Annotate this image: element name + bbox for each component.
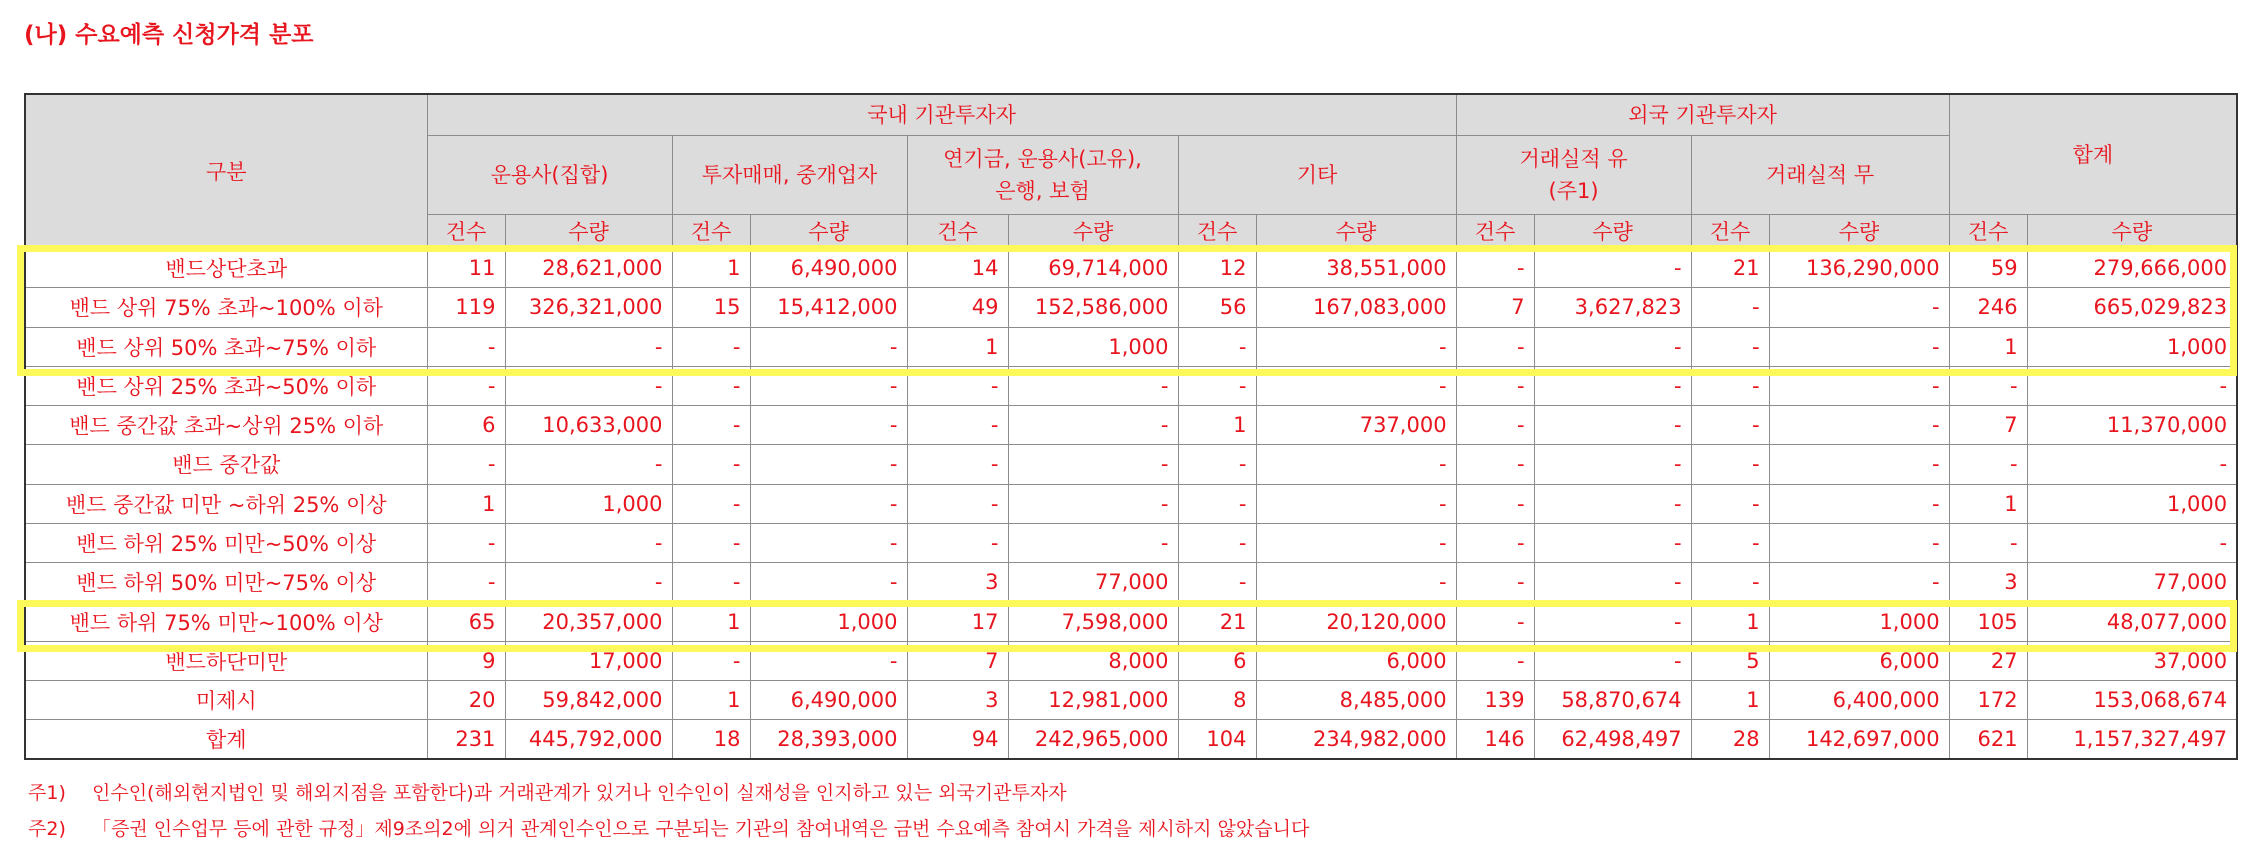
subheader-count: 건수 (1691, 215, 1769, 249)
count-cell: 21 (1691, 249, 1769, 288)
count-cell: - (1456, 327, 1534, 366)
subheader-qty: 수량 (505, 215, 672, 249)
count-cell: 172 (1949, 680, 2027, 719)
qty-cell: - (1256, 327, 1456, 366)
qty-cell: - (1534, 484, 1691, 523)
qty-cell: - (750, 641, 907, 680)
count-cell: 9 (427, 641, 505, 680)
count-cell: 246 (1949, 288, 2027, 327)
count-cell: 146 (1456, 720, 1534, 759)
subheader-qty: 수량 (1008, 215, 1178, 249)
count-cell: 7 (1949, 406, 2027, 445)
count-cell: - (672, 563, 750, 602)
count-cell: 6 (427, 406, 505, 445)
header-group-with-record-line2: (주1) (1548, 179, 1599, 203)
table-row (25, 366, 2237, 405)
qty-cell: 38,551,000 (1256, 249, 1456, 288)
header-group-pension (907, 136, 1178, 215)
qty-cell: - (1769, 406, 1949, 445)
count-cell: 12 (1178, 249, 1256, 288)
footnote-key: 주2) (28, 817, 66, 840)
qty-cell: - (2027, 445, 2237, 484)
qty-cell: - (1769, 366, 1949, 405)
subheader-qty: 수량 (750, 215, 907, 249)
header-domestic: 국내 기관투자자 (427, 94, 1456, 136)
count-cell: 20 (427, 680, 505, 719)
qty-cell: 1,000 (750, 602, 907, 641)
qty-cell: 445,792,000 (505, 720, 672, 759)
table-row (25, 406, 2237, 445)
header-division: 구분 (25, 94, 427, 249)
count-cell: - (1178, 563, 1256, 602)
qty-cell: 20,357,000 (505, 602, 672, 641)
qty-cell: 234,982,000 (1256, 720, 1456, 759)
count-cell: - (672, 641, 750, 680)
count-cell: 1 (1949, 327, 2027, 366)
qty-cell: - (1256, 523, 1456, 562)
count-cell: 3 (907, 680, 1008, 719)
count-cell: 1 (1691, 680, 1769, 719)
qty-cell: 77,000 (2027, 563, 2237, 602)
qty-cell: 17,000 (505, 641, 672, 680)
row-label: 밴드 하위 50% 미만~75% 이상 (25, 563, 427, 602)
row-label: 밴드 중간값 초과~상위 25% 이하 (25, 406, 427, 445)
count-cell: - (907, 484, 1008, 523)
qty-cell: 12,981,000 (1008, 680, 1178, 719)
qty-cell: - (1534, 327, 1691, 366)
qty-cell: - (505, 445, 672, 484)
qty-cell: - (1534, 366, 1691, 405)
qty-cell: 1,157,327,497 (2027, 720, 2237, 759)
count-cell: 1 (1949, 484, 2027, 523)
qty-cell: - (1534, 641, 1691, 680)
count-cell: - (1949, 366, 2027, 405)
footnote-text: 인수인(해외현지법인 및 해외지점을 포함한다)과 거래관계가 있거나 인수인이 실재성을 인지하고 있는 외국기관투자자 (92, 781, 1067, 804)
qty-cell: - (1008, 366, 1178, 405)
count-cell: - (1691, 563, 1769, 602)
qty-cell: 136,290,000 (1769, 249, 1949, 288)
footnote-2 (28, 809, 1309, 845)
qty-cell: 279,666,000 (2027, 249, 2237, 288)
footnote-1 (28, 773, 1309, 809)
count-cell: - (427, 366, 505, 405)
qty-cell: 1,000 (1008, 327, 1178, 366)
qty-cell: - (1534, 445, 1691, 484)
count-cell: - (1691, 445, 1769, 484)
table-row (25, 641, 2237, 680)
count-cell: 21 (1178, 602, 1256, 641)
table-row (25, 563, 2237, 602)
subheader-qty: 수량 (2027, 215, 2237, 249)
qty-cell: 77,000 (1008, 563, 1178, 602)
count-cell: - (1178, 327, 1256, 366)
count-cell: 27 (1949, 641, 2027, 680)
qty-cell: 15,412,000 (750, 288, 907, 327)
subheader-count: 건수 (1178, 215, 1256, 249)
row-label: 합계 (25, 720, 427, 759)
qty-cell: - (1008, 406, 1178, 445)
table-row (25, 327, 2237, 366)
qty-cell: 1,000 (2027, 327, 2237, 366)
count-cell: - (1456, 523, 1534, 562)
count-cell: 104 (1178, 720, 1256, 759)
row-label: 밴드 상위 25% 초과~50% 이하 (25, 366, 427, 405)
qty-cell: 48,077,000 (2027, 602, 2237, 641)
qty-cell: - (750, 523, 907, 562)
row-label: 밴드 하위 25% 미만~50% 이상 (25, 523, 427, 562)
count-cell: - (1178, 484, 1256, 523)
qty-cell: - (1008, 523, 1178, 562)
qty-cell: - (2027, 366, 2237, 405)
table-body (25, 249, 2237, 760)
count-cell: - (1691, 327, 1769, 366)
qty-cell: 6,000 (1256, 641, 1456, 680)
count-cell: 1 (427, 484, 505, 523)
table-row (25, 249, 2237, 288)
header-group-with-record (1456, 136, 1691, 215)
qty-cell: - (505, 523, 672, 562)
qty-cell: - (750, 406, 907, 445)
count-cell: 65 (427, 602, 505, 641)
qty-cell: - (505, 563, 672, 602)
count-cell: 94 (907, 720, 1008, 759)
count-cell: - (1691, 523, 1769, 562)
count-cell: 7 (907, 641, 1008, 680)
count-cell: 1 (907, 327, 1008, 366)
qty-cell: 1,000 (505, 484, 672, 523)
qty-cell: 37,000 (2027, 641, 2237, 680)
qty-cell: - (1769, 563, 1949, 602)
count-cell: 1 (1178, 406, 1256, 445)
qty-cell: - (1534, 249, 1691, 288)
qty-cell: - (1008, 445, 1178, 484)
subheader-qty: 수량 (1769, 215, 1949, 249)
qty-cell: - (1769, 288, 1949, 327)
row-label: 밴드 하위 75% 미만~100% 이상 (25, 602, 427, 641)
qty-cell: - (1769, 327, 1949, 366)
count-cell: - (1456, 602, 1534, 641)
count-cell: 14 (907, 249, 1008, 288)
table-row (25, 445, 2237, 484)
count-cell: - (1691, 406, 1769, 445)
qty-cell: 153,068,674 (2027, 680, 2237, 719)
table-row (25, 288, 2237, 327)
count-cell: - (1691, 366, 1769, 405)
count-cell: - (672, 523, 750, 562)
count-cell: - (907, 445, 1008, 484)
subheader-count: 건수 (1949, 215, 2027, 249)
count-cell: 5 (1691, 641, 1769, 680)
qty-cell: 6,400,000 (1769, 680, 1949, 719)
count-cell: - (1456, 484, 1534, 523)
count-cell: - (1178, 523, 1256, 562)
qty-cell: 69,714,000 (1008, 249, 1178, 288)
header-foreign: 외국 기관투자자 (1456, 94, 1949, 136)
table-row (25, 484, 2237, 523)
qty-cell: 6,000 (1769, 641, 1949, 680)
qty-cell: 11,370,000 (2027, 406, 2237, 445)
subheader-count: 건수 (672, 215, 750, 249)
count-cell: 15 (672, 288, 750, 327)
count-cell: 1 (672, 249, 750, 288)
qty-cell: - (750, 366, 907, 405)
qty-cell: - (505, 366, 672, 405)
count-cell: 119 (427, 288, 505, 327)
count-cell: - (907, 523, 1008, 562)
count-cell: - (672, 445, 750, 484)
count-cell: 3 (1949, 563, 2027, 602)
subheader-count: 건수 (427, 215, 505, 249)
count-cell: - (1949, 445, 2027, 484)
table-row (25, 523, 2237, 562)
count-cell: 231 (427, 720, 505, 759)
header-group-pension-line1: 연기금, 운용사(고유), (943, 147, 1142, 171)
row-label: 미제시 (25, 680, 427, 719)
count-cell: - (427, 445, 505, 484)
qty-cell: 28,393,000 (750, 720, 907, 759)
qty-cell: - (1534, 602, 1691, 641)
qty-cell: 10,633,000 (505, 406, 672, 445)
qty-cell: 665,029,823 (2027, 288, 2237, 327)
subheader-count: 건수 (1456, 215, 1534, 249)
count-cell: - (1456, 641, 1534, 680)
count-cell: 105 (1949, 602, 2027, 641)
qty-cell: 62,498,497 (1534, 720, 1691, 759)
header-group-asset-manager: 운용사(집합) (427, 136, 672, 215)
qty-cell: - (750, 327, 907, 366)
qty-cell: - (1256, 445, 1456, 484)
qty-cell: 8,485,000 (1256, 680, 1456, 719)
count-cell: 59 (1949, 249, 2027, 288)
header-total: 합계 (1949, 94, 2237, 215)
qty-cell: - (1769, 445, 1949, 484)
count-cell: 1 (672, 680, 750, 719)
footnotes (28, 773, 1309, 845)
qty-cell: - (1769, 484, 1949, 523)
qty-cell: - (1769, 523, 1949, 562)
count-cell: - (672, 406, 750, 445)
price-distribution-table (24, 93, 2238, 760)
header-group-other: 기타 (1178, 136, 1456, 215)
count-cell: - (672, 484, 750, 523)
count-cell: - (1456, 366, 1534, 405)
count-cell: 7 (1456, 288, 1534, 327)
qty-cell: 1,000 (1769, 602, 1949, 641)
subheader-qty: 수량 (1534, 215, 1691, 249)
row-label: 밴드하단미만 (25, 641, 427, 680)
row-label: 밴드 상위 75% 초과~100% 이하 (25, 288, 427, 327)
qty-cell: - (1534, 523, 1691, 562)
qty-cell: 6,490,000 (750, 249, 907, 288)
qty-cell: - (1256, 563, 1456, 602)
header-group-with-record-line1: 거래실적 유 (1519, 147, 1628, 171)
qty-cell: - (1256, 366, 1456, 405)
qty-cell: - (1008, 484, 1178, 523)
count-cell: - (427, 563, 505, 602)
qty-cell: 59,842,000 (505, 680, 672, 719)
row-label: 밴드상단초과 (25, 249, 427, 288)
table-row (25, 602, 2237, 641)
qty-cell: 326,321,000 (505, 288, 672, 327)
qty-cell: 152,586,000 (1008, 288, 1178, 327)
header-group-without-record: 거래실적 무 (1691, 136, 1949, 215)
count-cell: - (672, 327, 750, 366)
count-cell: - (1691, 484, 1769, 523)
qty-cell: 28,621,000 (505, 249, 672, 288)
header-group-pension-line2: 은행, 보험 (995, 179, 1090, 203)
count-cell: - (1949, 523, 2027, 562)
qty-cell: 7,598,000 (1008, 602, 1178, 641)
count-cell: 49 (907, 288, 1008, 327)
subheader-count: 건수 (907, 215, 1008, 249)
qty-cell: - (750, 484, 907, 523)
header-group-broker: 투자매매, 중개업자 (672, 136, 907, 215)
count-cell: - (1456, 563, 1534, 602)
count-cell: - (1178, 366, 1256, 405)
qty-cell: - (505, 327, 672, 366)
qty-cell: 3,627,823 (1534, 288, 1691, 327)
qty-cell: 167,083,000 (1256, 288, 1456, 327)
table-row (25, 720, 2237, 759)
count-cell: - (427, 327, 505, 366)
count-cell: 1 (1691, 602, 1769, 641)
count-cell: - (907, 406, 1008, 445)
count-cell: 56 (1178, 288, 1256, 327)
count-cell: 18 (672, 720, 750, 759)
qty-cell: 142,697,000 (1769, 720, 1949, 759)
count-cell: 8 (1178, 680, 1256, 719)
footnote-key: 주1) (28, 781, 66, 804)
count-cell: - (1691, 288, 1769, 327)
footnote-text: 「증권 인수업무 등에 관한 규정」제9조의2에 의거 관계인수인으로 구분되는 기관의 참여내역은 금번 수요예측 참여시 가격을 제시하지 않았습니다 (92, 817, 1310, 840)
qty-cell: - (2027, 523, 2237, 562)
qty-cell: - (1534, 406, 1691, 445)
count-cell: 6 (1178, 641, 1256, 680)
count-cell: 17 (907, 602, 1008, 641)
qty-cell: - (1534, 563, 1691, 602)
count-cell: 28 (1691, 720, 1769, 759)
count-cell: - (1456, 249, 1534, 288)
count-cell: - (1456, 445, 1534, 484)
count-cell: - (1456, 406, 1534, 445)
qty-cell: 8,000 (1008, 641, 1178, 680)
qty-cell: 58,870,674 (1534, 680, 1691, 719)
row-label: 밴드 상위 50% 초과~75% 이하 (25, 327, 427, 366)
count-cell: - (672, 366, 750, 405)
qty-cell: 6,490,000 (750, 680, 907, 719)
count-cell: - (1178, 445, 1256, 484)
row-label: 밴드 중간값 (25, 445, 427, 484)
table-row (25, 680, 2237, 719)
qty-cell: 737,000 (1256, 406, 1456, 445)
count-cell: 1 (672, 602, 750, 641)
count-cell: 139 (1456, 680, 1534, 719)
qty-cell: 1,000 (2027, 484, 2237, 523)
count-cell: 621 (1949, 720, 2027, 759)
qty-cell: 242,965,000 (1008, 720, 1178, 759)
count-cell: - (907, 366, 1008, 405)
qty-cell: - (1256, 484, 1456, 523)
section-title: (나) 수요예측 신청가격 분포 (24, 22, 314, 48)
count-cell: - (427, 523, 505, 562)
subheader-qty: 수량 (1256, 215, 1456, 249)
row-label: 밴드 중간값 미만 ~하위 25% 이상 (25, 484, 427, 523)
qty-cell: - (750, 563, 907, 602)
qty-cell: 20,120,000 (1256, 602, 1456, 641)
count-cell: 11 (427, 249, 505, 288)
qty-cell: - (750, 445, 907, 484)
count-cell: 3 (907, 563, 1008, 602)
